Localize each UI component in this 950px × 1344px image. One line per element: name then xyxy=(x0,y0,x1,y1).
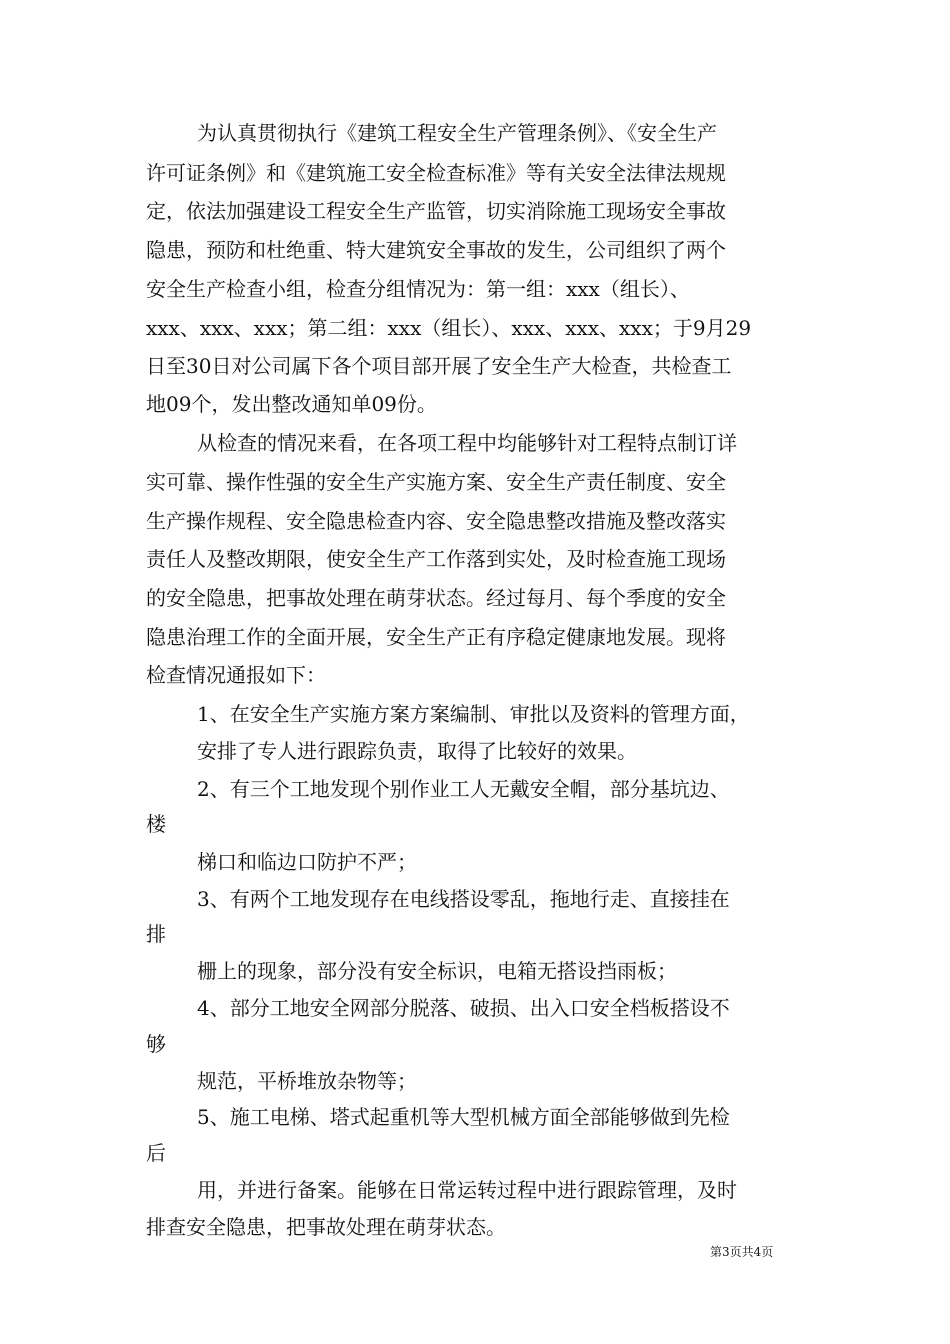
list-item-line: 4、部分工地安全网部分脱落、破损、出入口安全档板搭设不 xyxy=(197,996,730,1020)
list-item-line: 安排了专人进行跟踪负责，取得了比较好的效果。 xyxy=(197,739,637,763)
list-item-line: 用，并进行备案。能够在日常运转过程中进行跟踪管理，及时 xyxy=(197,1178,737,1202)
paragraph-line: 检查情况通报如下： xyxy=(146,663,326,687)
paragraph-line: 隐患治理工作的全面开展，安全生产正有序稳定健康地发展。现将 xyxy=(146,625,726,649)
paragraph-line: 安全生产检查小组，检查分组情况为：第一组：xxx（组长）、 xyxy=(146,277,690,301)
list-item-line: 楼 xyxy=(146,812,166,836)
list-item-line: 梯口和临边口防护不严； xyxy=(197,850,417,874)
list-item-line: 规范，平桥堆放杂物等； xyxy=(197,1069,417,1093)
page-number: 第3页共4页 xyxy=(710,1245,774,1259)
list-item-line: 排 xyxy=(146,922,166,946)
paragraph-line: 日至30日对公司属下各个项目部开展了安全生产大检查，共检查工 xyxy=(146,354,732,378)
list-item-line: 栅上的现象，部分没有安全标识，电箱无搭设挡雨板； xyxy=(197,959,677,983)
list-item-line: 3、有两个工地发现存在电线搭设零乱，拖地行走、直接挂在 xyxy=(197,887,730,911)
list-item-line: 够 xyxy=(146,1032,166,1056)
list-item-line: 1、在安全生产实施方案方案编制、审批以及资料的管理方面， xyxy=(197,702,750,726)
paragraph-line: 生产操作规程、安全隐患检查内容、安全隐患整改措施及整改落实 xyxy=(146,509,726,533)
paragraph-line: 为认真贯彻执行《建筑工程安全生产管理条例》、《安全生产 xyxy=(197,121,717,145)
paragraph-line: 定，依法加强建设工程安全生产监管，切实消除施工现场安全事故 xyxy=(146,199,726,223)
paragraph-line: 责任人及整改期限，使安全生产工作落到实处，及时检查施工现场 xyxy=(146,547,726,571)
paragraph-line: 实可靠、操作性强的安全生产实施方案、安全生产责任制度、安全 xyxy=(146,470,726,494)
paragraph-line: xxx、xxx、xxx；第二组：xxx（组长）、xxx、xxx、xxx；于9月29 xyxy=(146,316,752,340)
paragraph-line: 从检查的情况来看，在各项工程中均能够针对工程特点制订详 xyxy=(197,431,737,455)
list-item-line: 排查安全隐患，把事故处理在萌芽状态。 xyxy=(146,1215,506,1239)
list-item-line: 2、有三个工地发现个别作业工人无戴安全帽，部分基坑边、 xyxy=(197,777,730,801)
paragraph-line: 地09个，发出整改通知单09份。 xyxy=(146,392,437,416)
list-item-line: 5、施工电梯、塔式起重机等大型机械方面全部能够做到先检 xyxy=(197,1105,730,1129)
paragraph-line: 的安全隐患，把事故处理在萌芽状态。经过每月、每个季度的安全 xyxy=(146,586,726,610)
list-item-line: 后 xyxy=(146,1141,166,1165)
paragraph-line: 隐患，预防和杜绝重、特大建筑安全事故的发生，公司组织了两个 xyxy=(146,238,726,262)
paragraph-line: 许可证条例》和《建筑施工安全检查标准》等有关安全法律法规规 xyxy=(146,161,726,185)
